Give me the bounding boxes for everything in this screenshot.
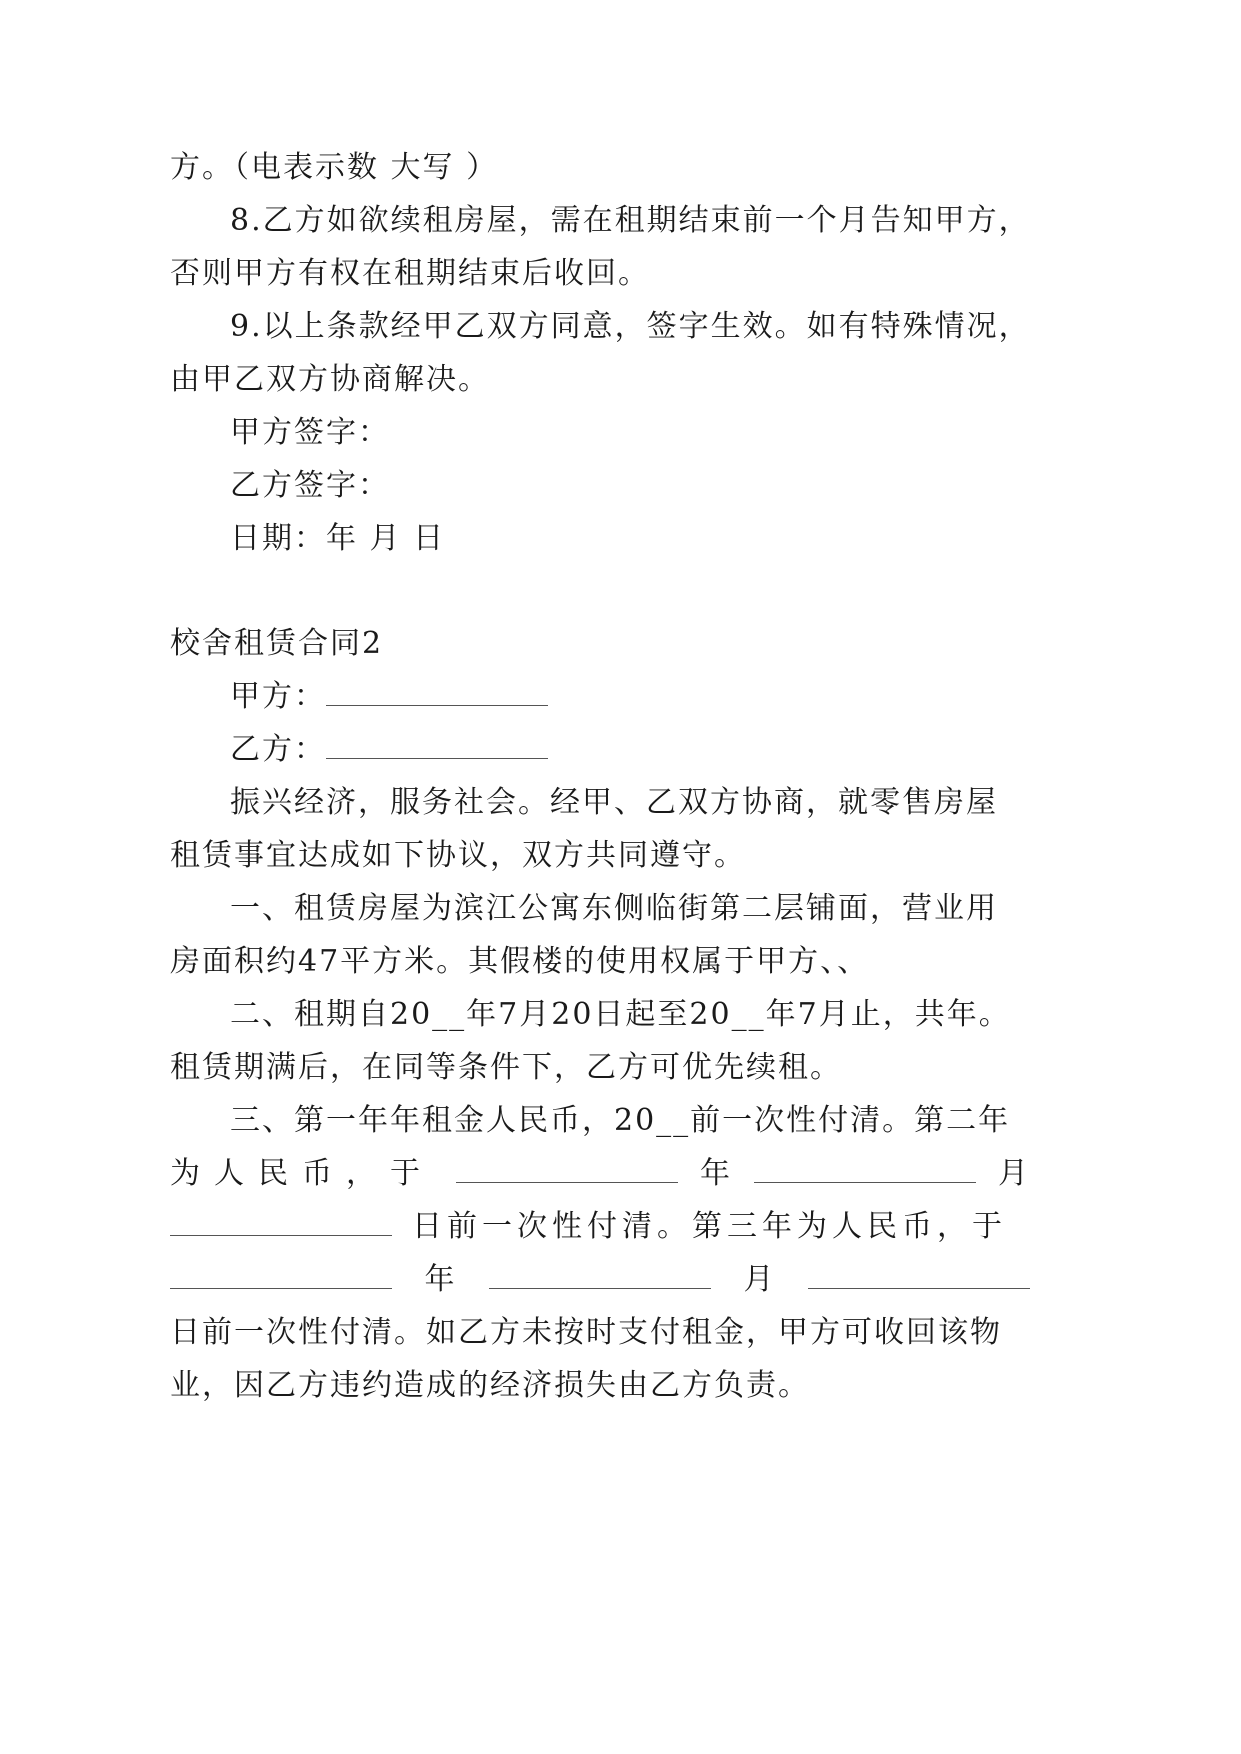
month-label: 月 (743, 1262, 776, 1297)
month-blank (754, 1156, 976, 1183)
year-label: 年 (700, 1156, 732, 1191)
date-line: 日期：年 月 日 (230, 521, 446, 556)
year-blank (170, 1262, 392, 1289)
year-blank (456, 1156, 678, 1183)
text-line: 日前一次性付清。如乙方未按时支付租金，甲方可收回该物 (170, 1315, 1002, 1350)
text-segment: 日前一次性付清。第三年为人民币，于 (412, 1209, 1007, 1244)
clause-8-line: 8.乙方如欲续租房屋，需在租期结束前一个月告知甲方， (230, 203, 1031, 238)
party-b-label: 乙方： (230, 732, 326, 767)
month-blank (489, 1262, 711, 1289)
text-line: 房面积约47平方米。其假楼的使用权属于甲方、、 (170, 944, 870, 979)
text-line: 振兴经济，服务社会。经甲、乙双方协商，就零售房屋 (230, 785, 998, 820)
year-label: 年 (424, 1262, 457, 1297)
payment-line-3 (170, 1209, 1007, 1245)
party-a-line (230, 679, 548, 715)
text-line: 租赁事宜达成如下协议，双方共同遵守。 (170, 838, 746, 873)
text-line: 租赁期满后，在同等条件下，乙方可优先续租。 (170, 1050, 842, 1085)
party-b-line (230, 732, 548, 768)
text-segment: 为人民币，于 (170, 1156, 434, 1191)
day-blank (808, 1262, 1030, 1289)
party-a-signature-label: 甲方签字： (230, 415, 390, 450)
text-line: 由甲乙双方协商解决。 (170, 362, 490, 397)
payment-line-4 (170, 1262, 1030, 1298)
party-a-blank (326, 679, 548, 706)
text-line: 业，因乙方违约造成的经济损失由乙方负责。 (170, 1368, 810, 1403)
payment-line-2 (170, 1156, 1030, 1192)
clause-3-line: 三、第一年年租金人民币，20__前一次性付清。第二年 (230, 1103, 1011, 1138)
text-line: 否则甲方有权在租期结束后收回。 (170, 256, 650, 291)
day-blank (170, 1209, 392, 1236)
party-b-signature-label: 乙方签字： (230, 468, 390, 503)
party-b-blank (326, 732, 548, 759)
clause-1-line: 一、租赁房屋为滨江公寓东侧临街第二层铺面，营业用 (230, 891, 998, 926)
text-line: 方。（电表示数 大写 ） (170, 150, 499, 185)
party-a-label: 甲方： (230, 679, 326, 714)
section-title: 校舍租赁合同2 (170, 626, 384, 661)
month-label: 月 (998, 1156, 1030, 1191)
clause-2-line: 二、租期自20__年7月20日起至20__年7月止，共年。 (230, 997, 1011, 1032)
clause-9-line: 9.以上条款经甲乙双方同意，签字生效。如有特殊情况， (230, 309, 1031, 344)
